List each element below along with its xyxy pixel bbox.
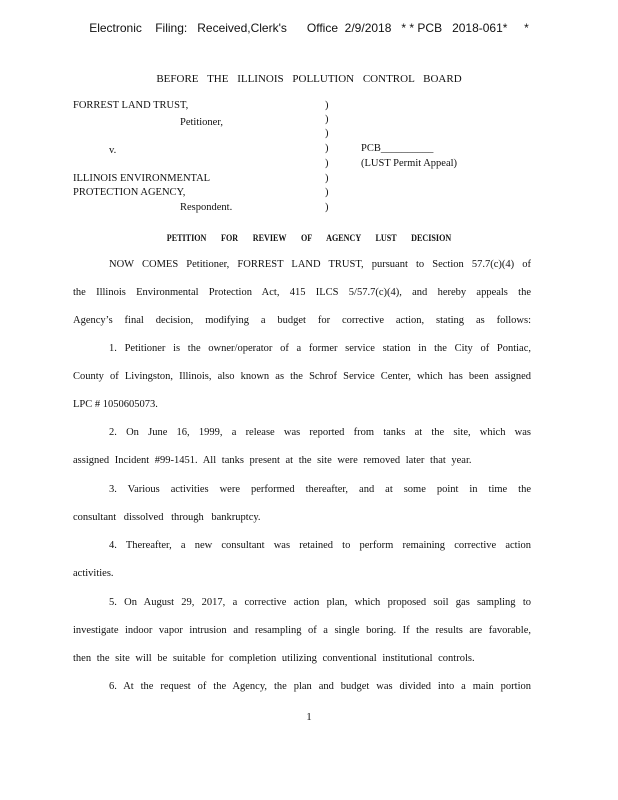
caption-paren: ) <box>325 143 329 154</box>
respondent-role: Respondent. <box>180 202 233 213</box>
petition-title: PETITION FOR REVIEW OF AGENCY LUST DECISION <box>166 233 452 243</box>
body-line: 3. Various activities were performed thereafter, and at some point in time the <box>109 484 531 495</box>
body-line: the Illinois Environmental Protection Act, 415 ILCS 5/57.7(c)(4), and hereby appeals the <box>73 287 531 298</box>
body-line: NOW COMES Petitioner, FORREST LAND TRUST, pursuant to Section 57.7(c)(4) of <box>109 259 531 270</box>
body-line: County of Livingston, Illinois, also known as the Schrof Service Center, which has been assigned <box>73 371 531 382</box>
court-title: BEFORE THE ILLINOIS POLLUTION CONTROL BOARD <box>156 73 462 85</box>
respondent-line-2: PROTECTION AGENCY, <box>73 187 186 198</box>
caption-paren: ) <box>325 187 329 198</box>
petitioner-name: FORREST LAND TRUST, <box>73 100 189 111</box>
caption-paren: ) <box>325 158 329 169</box>
case-number: PCB__________ <box>361 143 434 154</box>
petitioner-role: Petitioner, <box>180 117 224 128</box>
caption-paren: ) <box>325 202 329 213</box>
body-line: consultant dissolved through bankruptcy. <box>73 512 261 523</box>
body-line: 5. On August 29, 2017, a corrective action plan, which proposed soil gas sampling to <box>109 597 531 608</box>
filing-stamp-header: Electronic Filing: Received,Clerk's Office 2/9/2018 * * PCB 2018-061* * <box>89 21 529 35</box>
body-line: activities. <box>73 568 114 579</box>
page-number: 1 <box>306 711 312 723</box>
caption-paren: ) <box>325 128 329 139</box>
body-line: then the site will be suitable for completion utilizing conventional institutional controls. <box>73 653 475 664</box>
versus-label: v. <box>109 145 117 156</box>
body-line: assigned Incident #99-1451. All tanks present at the site were removed later that year. <box>73 455 472 466</box>
body-line: 1. Petitioner is the owner/operator of a former service station in the City of Pontiac, <box>109 343 531 354</box>
caption-paren: ) <box>325 114 329 125</box>
body-line: Agency’s final decision, modifying a budget for corrective action, stating as follows: <box>73 315 531 326</box>
body-line: 4. Thereafter, a new consultant was retained to perform remaining corrective action <box>109 540 531 551</box>
body-line: 2. On June 16, 1999, a release was reported from tanks at the site, which was <box>109 427 531 438</box>
caption-paren: ) <box>325 100 329 111</box>
body-line: 6. At the request of the Agency, the plan and budget was divided into a main portion <box>109 681 531 692</box>
body-line: LPC # 1050605073. <box>73 399 158 410</box>
respondent-line-1: ILLINOIS ENVIRONMENTAL <box>73 173 211 184</box>
caption-paren: ) <box>325 173 329 184</box>
body-line: investigate indoor vapor intrusion and resampling of a single boring. If the results are favorable, <box>73 625 531 636</box>
case-type: (LUST Permit Appeal) <box>361 158 458 169</box>
